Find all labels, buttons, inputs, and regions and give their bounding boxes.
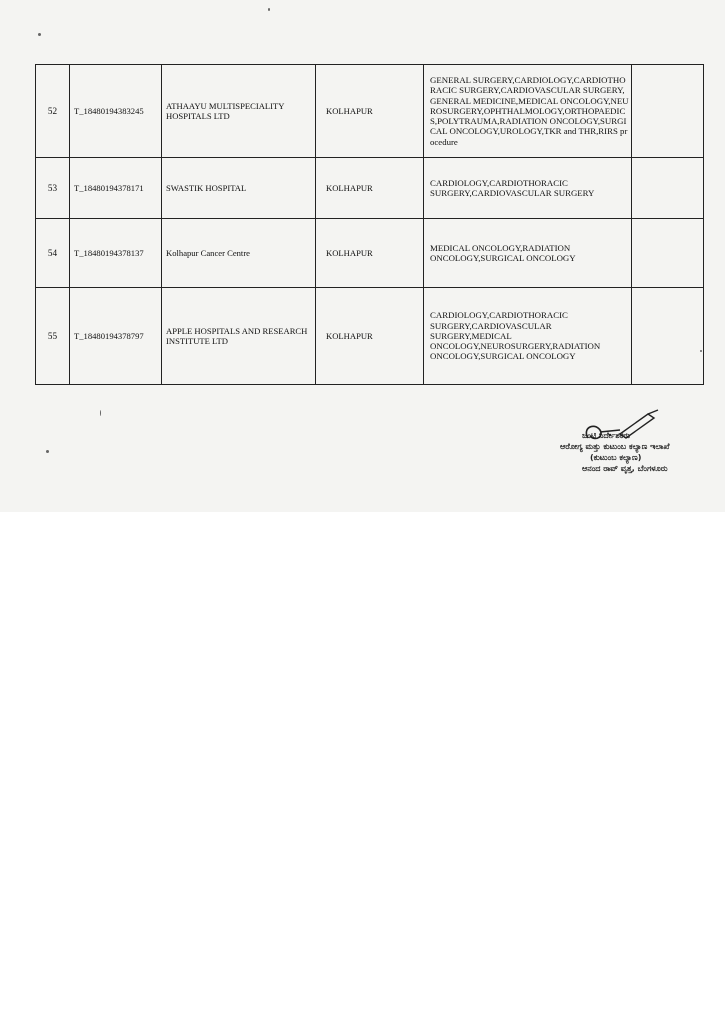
empty-cell (632, 219, 704, 288)
scan-speck (38, 33, 41, 36)
hospital-name: APPLE HOSPITALS AND RESEARCH INSTITUTE LTD (162, 288, 316, 385)
empty-cell (632, 158, 704, 219)
signature-line: (ಕುಟುಂಬ ಕಲ್ಯಾಣ) (590, 453, 642, 462)
signature-stamp (560, 408, 710, 508)
signature-line: ಜಂಟಿ ನಿರ್ದೇಶಕರು (582, 431, 631, 440)
hospital-code: T_18480194378171 (70, 158, 162, 219)
hospital-table (35, 64, 704, 385)
district: KOLHAPUR (316, 65, 424, 158)
serial-number: 55 (36, 288, 70, 385)
specialities: MEDICAL ONCOLOGY,RADIATION ONCOLOGY,SURGICAL ONCOLOGY (424, 219, 632, 288)
district: KOLHAPUR (316, 158, 424, 219)
serial-number: 53 (36, 158, 70, 219)
hospital-name: SWASTIK HOSPITAL (162, 158, 316, 219)
hospital-code: T_18480194378137 (70, 219, 162, 288)
signature-text (560, 430, 710, 474)
hospital-name: ATHAAYU MULTISPECIALITY HOSPITALS LTD (162, 65, 316, 158)
hospital-code: T_18480194378797 (70, 288, 162, 385)
table-row (36, 288, 704, 385)
serial-number: 54 (36, 219, 70, 288)
hospital-code: T_18480194383245 (70, 65, 162, 158)
empty-cell (632, 288, 704, 385)
serial-number: 52 (36, 65, 70, 158)
district: KOLHAPUR (316, 288, 424, 385)
hospital-name: Kolhapur Cancer Centre (162, 219, 316, 288)
empty-cell (632, 65, 704, 158)
table-row (36, 158, 704, 219)
specialities: CARDIOLOGY,CARDIOTHORACIC SURGERY,CARDIOVASCULAR SURGERY (424, 158, 632, 219)
scan-speck (100, 410, 101, 416)
district: KOLHAPUR (316, 219, 424, 288)
signature-line: ಆರೋಗ್ಯ ಮತ್ತು ಕುಟುಂಬ ಕಲ್ಯಾಣ ಇಲಾಖೆ (560, 442, 670, 451)
scan-speck (46, 450, 49, 453)
table-row (36, 219, 704, 288)
scan-speck (268, 8, 270, 11)
table-row (36, 65, 704, 158)
specialities: CARDIOLOGY,CARDIOTHORACIC SURGERY,CARDIOVASCULAR SURGERY,MEDICAL ONCOLOGY,NEUROSURGERY,RADIATION ONCOLOGY,SURGICAL ONCOLOGY (424, 288, 632, 385)
signature-line: ಆನಂದ ರಾವ್ ವೃತ್ತ, ಬೆಂಗಳೂರು (582, 464, 668, 473)
specialities: GENERAL SURGERY,CARDIOLOGY,CARDIOTHORACIC SURGERY,CARDIOVASCULAR SURGERY,GENERAL MEDICINE,MEDICAL ONCOLOGY,NEUROSURGERY,OPHTHALMOLOGY,ORTHOPAEDICS,POLYTRAUMA,RADIATION ONCOLOGY,SURGICAL ONCOLOGY,UROLOGY,TKR and THR,RIRS procedure (424, 65, 632, 158)
